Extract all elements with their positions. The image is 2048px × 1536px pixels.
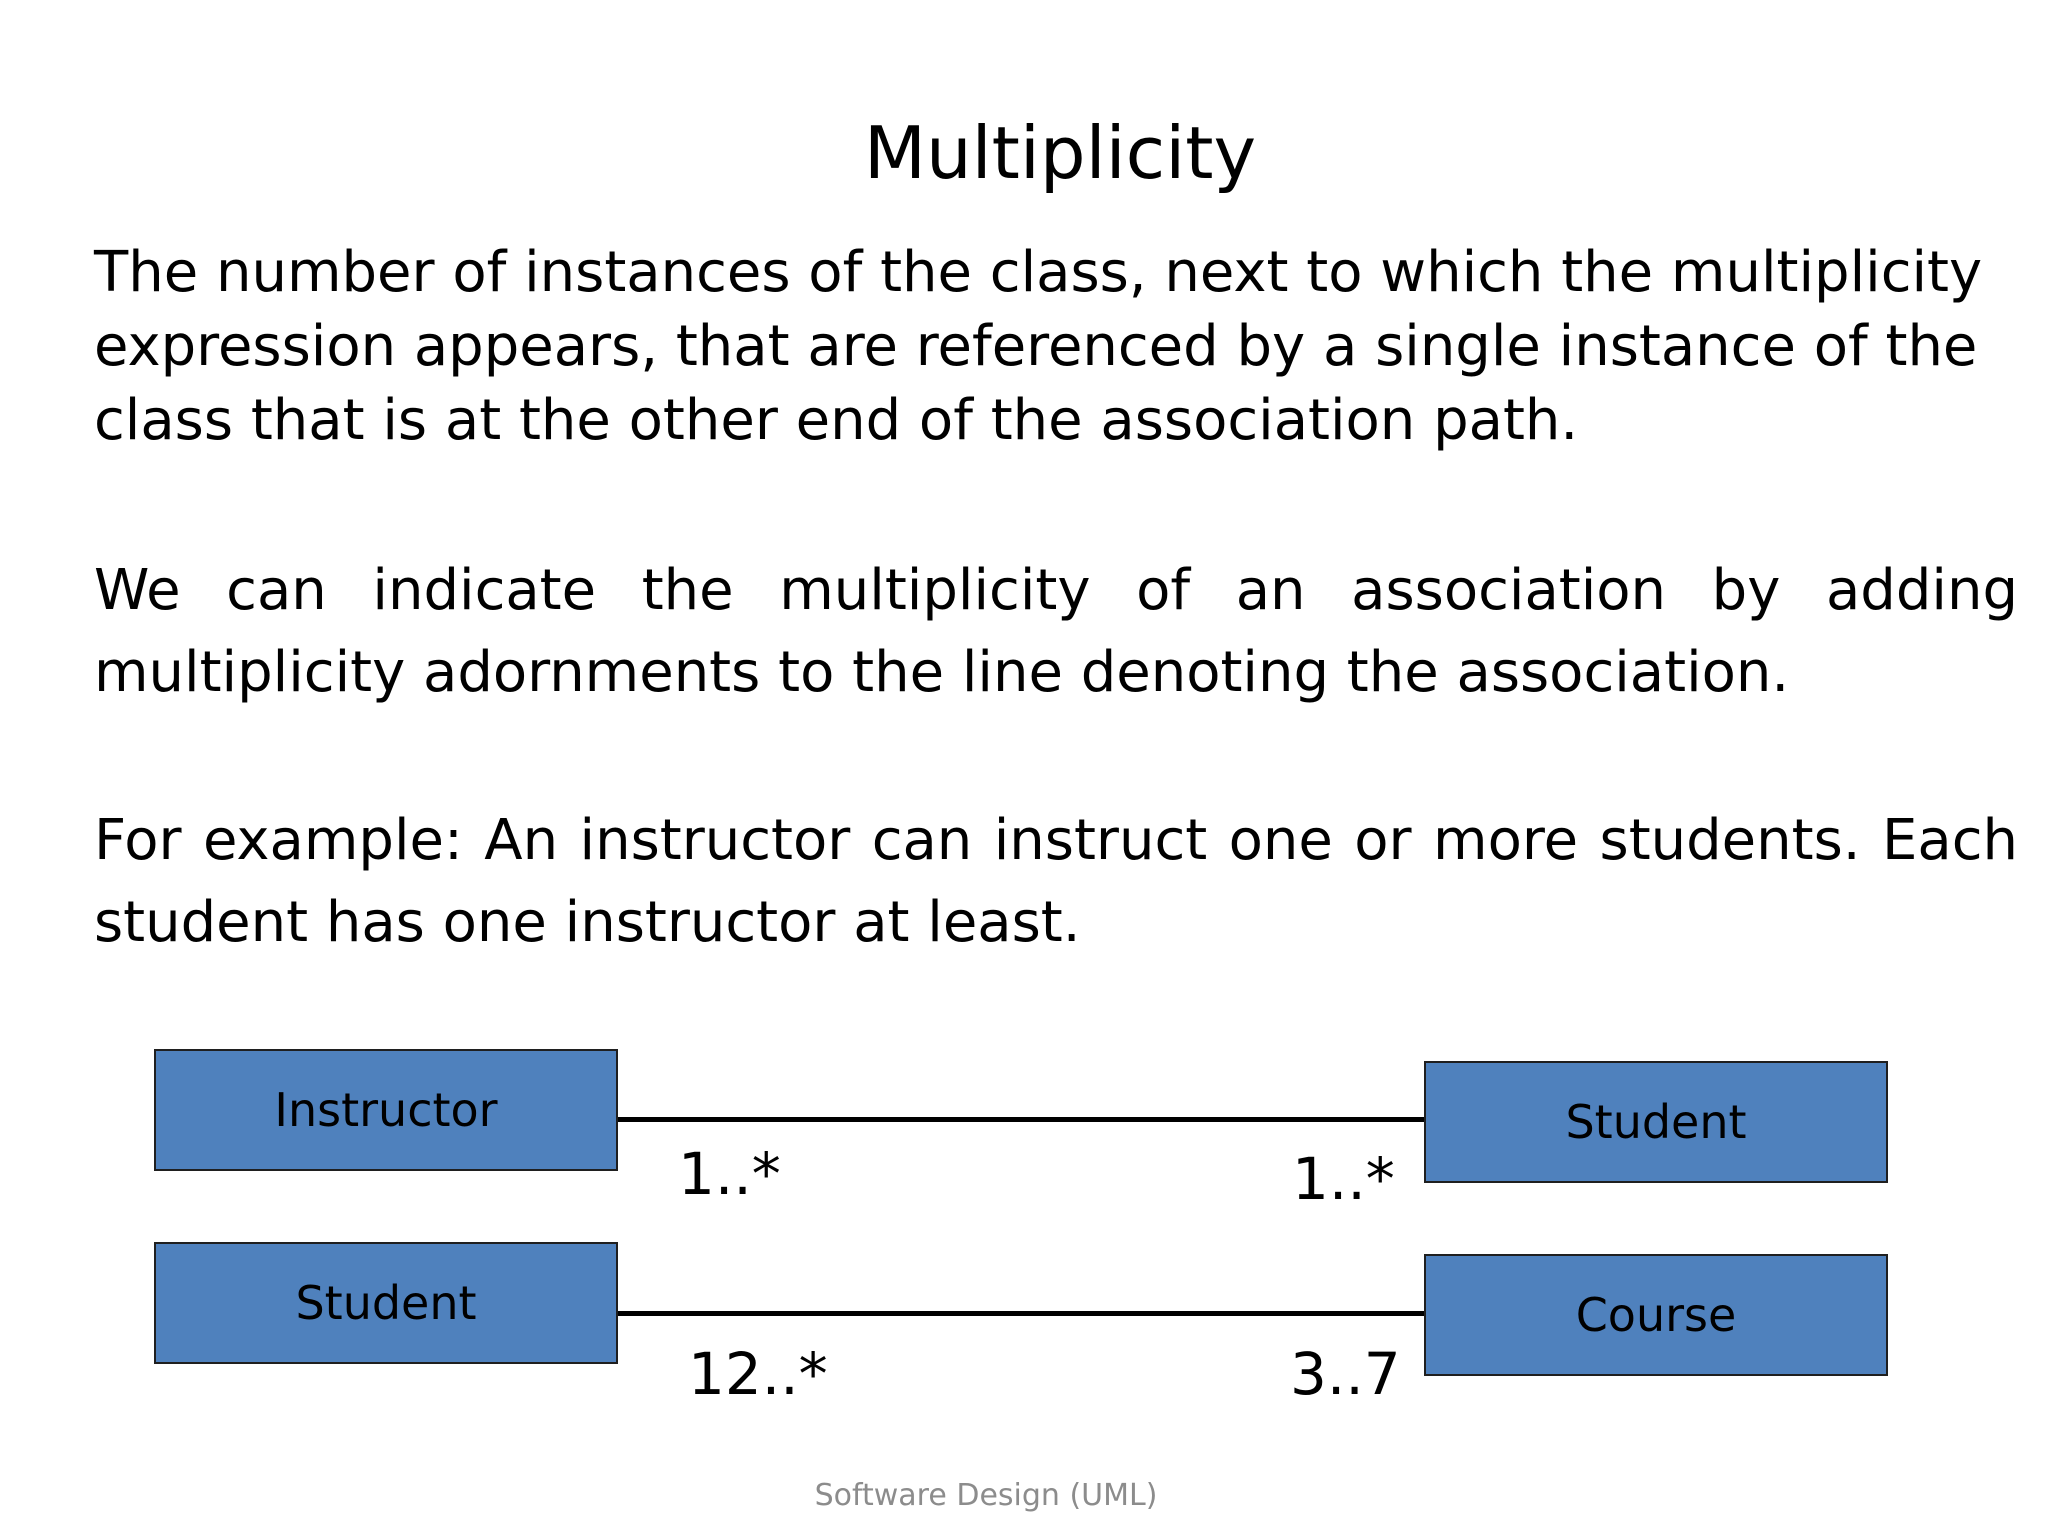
definition-paragraph <box>94 236 2018 458</box>
adornment-paragraph <box>94 550 2018 714</box>
example-line-2: student has one instructor at least. <box>94 890 1081 955</box>
multiplicity-label-instructor-end: 1..* <box>678 1140 781 1208</box>
example-paragraph <box>94 800 2018 964</box>
class-box-course[interactable]: Course <box>1424 1254 1888 1376</box>
definition-line-2: expression appears, that are referenced by a single instance of the <box>94 314 1978 379</box>
association-line-instructor-student <box>618 1117 1424 1122</box>
multiplicity-label-student-end: 1..* <box>1292 1145 1395 1213</box>
definition-line-1: The number of instances of the class, next to which the multiplicity <box>94 240 1983 305</box>
adornment-line-1: We can indicate the multiplicity of an association by adding <box>94 558 2018 623</box>
multiplicity-label-student-end-2: 12..* <box>688 1340 828 1408</box>
multiplicity-label-course-end: 3..7 <box>1290 1340 1401 1408</box>
class-box-student[interactable]: Student <box>1424 1061 1888 1183</box>
slide-title: Multiplicity <box>863 111 1257 195</box>
example-line-1: For example: An instructor can instruct one or more students. Each <box>94 808 2018 873</box>
class-box-instructor[interactable]: Instructor <box>154 1049 618 1171</box>
definition-line-3: class that is at the other end of the association path. <box>94 388 1579 453</box>
association-line-student-course <box>618 1311 1424 1316</box>
slide-footer: Software Design (UML) <box>814 1478 1158 1513</box>
class-box-student-2[interactable]: Student <box>154 1242 618 1364</box>
adornment-line-2: multiplicity adornments to the line denoting the association. <box>94 640 1790 705</box>
